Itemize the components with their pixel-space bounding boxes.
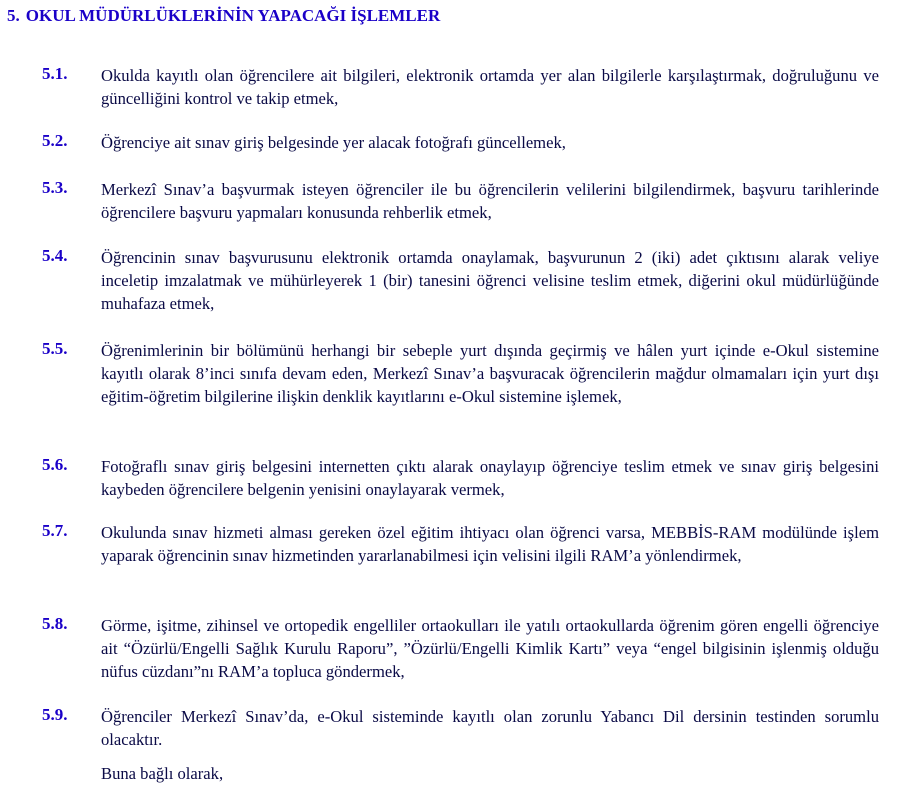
item-number: 5.8.	[42, 614, 68, 633]
item-number: 5.4.	[42, 246, 68, 265]
item-text: Öğrenimlerinin bir bölümünü herhangi bir sebeple yurt dışında geçirmiş ve hâlen yurt içinde e-Okul sistemine kayıtlı olarak 8’inci sınıfa devam eden, Merkezî Sınav’a başvuracak öğrencilerin mağdur olmamaları için yurt dışı eğitim-öğretim bilgilerine ilişkin denklik kayıtlarını e-Okul sistemine işlemek,	[101, 341, 879, 406]
item-text: Fotoğraflı sınav giriş belgesini internetten çıktı alarak onaylayıp öğrenciye teslim etmek ve sınav giriş belgesini kaybeden öğrencilere belgenin yenisini onaylayarak vermek,	[101, 457, 879, 499]
item-text: Öğrenciye ait sınav giriş belgesinde yer alacak fotoğrafı güncellemek,	[101, 133, 566, 152]
section-number: 5.	[7, 6, 20, 25]
item-number: 5.5.	[42, 339, 68, 358]
item-text: Merkezî Sınav’a başvurmak isteyen öğrenciler ile bu öğrencilerin velilerini bilgilendirmek, başvuru tarihlerinde öğrencilere başvuru yapmaları konusunda rehberlik etmek,	[101, 180, 879, 222]
item-number: 5.1.	[42, 64, 68, 83]
item-text: Okulda kayıtlı olan öğrencilere ait bilgileri, elektronik ortamda yer alan bilgilerle karşılaştırmak, doğruluğunu ve güncelliğini kontrol ve takip etmek,	[101, 66, 879, 108]
closing-text: Buna bağlı olarak,	[101, 764, 224, 783]
item-number: 5.6.	[42, 455, 68, 474]
item-text: Okulunda sınav hizmeti alması gereken özel eğitim ihtiyacı olan öğrenci varsa, MEBBİS-RAM modülünde işlem yaparak öğrencinin sınav hizmetinden yararlanabilmesi için velisini ilgili RAM’a yönlendirmek,	[101, 523, 879, 565]
item-number: 5.3.	[42, 178, 68, 197]
section-title: OKUL MÜDÜRLÜKLERİNİN YAPACAĞI İŞLEMLER	[25, 6, 441, 25]
item-text: Öğrencinin sınav başvurusunu elektronik ortamda onaylamak, başvurunun 2 (iki) adet çıktısını alarak veliye inceletip imzalatmak ve mühürleyerek 1 (bir) tanesini öğrenci velisine teslim etmek, diğerini okul müdürlüğünde muhafaza etmek,	[101, 248, 879, 313]
item-number: 5.2.	[42, 131, 68, 150]
item-number: 5.7.	[42, 521, 68, 540]
item-text: Görme, işitme, zihinsel ve ortopedik engelliler ortaokulları ile yatılı ortaokullarda öğrenim gören engelli öğrenciye ait “Özürlü/Engelli Sağlık Kurulu Raporu”, ”Özürlü/Engelli Kimlik Kartı” veya “engel bilgisinin işlenmiş olduğu nüfus cüzdanı”nı RAM’a topluca göndermek,	[101, 616, 879, 681]
item-text: Öğrenciler Merkezî Sınav’da, e-Okul sisteminde kayıtlı olan zorunlu Yabancı Dil dersinin testinden sorumlu olacaktır.	[101, 707, 879, 749]
section-heading	[7, 6, 440, 26]
item-number: 5.9.	[42, 705, 68, 724]
